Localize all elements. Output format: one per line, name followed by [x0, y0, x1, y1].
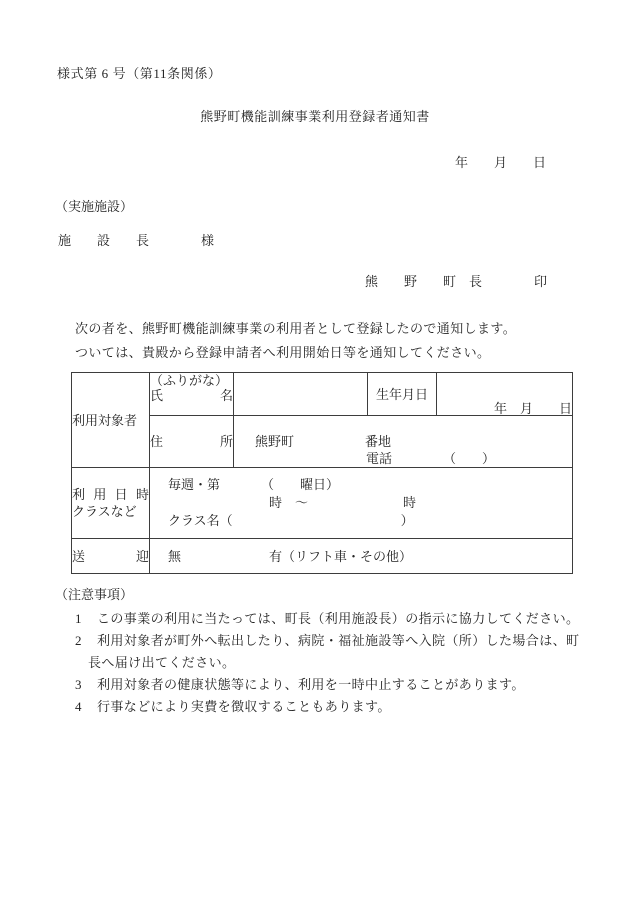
- note-item-2: [75, 630, 588, 674]
- note-text-3: 利用対象者の健康状態等により、利用を一時中止することがあります。: [97, 677, 525, 692]
- schedule-value-cell: [150, 468, 573, 539]
- form-number: 様式第 6 号（第11条関係）: [57, 66, 222, 81]
- user-category-cell: [72, 373, 150, 468]
- note-text-1: この事業の利用に当たっては、町長（利用施設長）の指示に協力してください。: [97, 611, 580, 626]
- schedule-line-2: [150, 494, 572, 512]
- note-text-2: 利用対象者が町外へ転出したり、病院・福祉施設等へ入院（所）した場合は、町長へ届け出てください。: [88, 633, 580, 670]
- birthdate-value: 年 月 日: [437, 373, 573, 416]
- name-label-cell: [150, 373, 234, 416]
- mayor-seal-line: 熊 野 町 長 印: [365, 274, 548, 289]
- note-number-1: 1: [75, 611, 82, 626]
- name-label: 氏 名: [150, 388, 233, 403]
- note-item-4: [75, 696, 588, 718]
- user-category-label: 利用対象者: [72, 412, 138, 428]
- schedule-line-3: [150, 512, 572, 530]
- address-town: 熊野町: [255, 434, 295, 449]
- note-item-3: [75, 674, 588, 696]
- schedule-line-1: [150, 476, 572, 494]
- address-line-2: [234, 450, 572, 467]
- time-from-label: 時 ～: [269, 495, 309, 510]
- addressee-line: 施 設 長 様: [58, 233, 215, 248]
- address-value-cell: [234, 416, 573, 468]
- name-value-cell: [234, 373, 368, 416]
- transport-available-option: 有（リフト車・その他）: [269, 548, 413, 564]
- note-number-4: 4: [75, 699, 82, 714]
- note-text-4: 行事などにより実費を徴収することもあります。: [97, 699, 391, 714]
- address-line-1: [234, 433, 572, 450]
- transport-label-cell: [72, 539, 150, 574]
- address-label-cell: [150, 416, 234, 468]
- weekday-parens: （ 曜日）: [261, 477, 340, 492]
- document-title: 熊野町機能訓練事業利用登録者通知書: [200, 109, 430, 124]
- schedule-label-line2: クラスなど: [72, 504, 137, 519]
- furigana-label: （ふりがな）: [150, 373, 229, 388]
- transport-value-cell: [150, 539, 573, 574]
- time-to-label: 時: [403, 495, 417, 510]
- class-name-close: ）: [400, 513, 414, 528]
- intro-line-1: 次の者を、熊野町機能訓練事業の利用者として登録したので通知します。: [75, 321, 517, 336]
- note-item-1: [75, 608, 588, 630]
- facility-label: （実施施設）: [55, 199, 134, 214]
- note-number-2: 2: [75, 633, 82, 648]
- note-number-3: 3: [75, 677, 82, 692]
- schedule-label-cell: [72, 468, 150, 539]
- intro-paragraph: [75, 317, 516, 365]
- notes-header: （注意事項）: [55, 587, 134, 602]
- telephone-label: 電話: [366, 451, 393, 466]
- transport-label: 送 迎: [72, 548, 149, 564]
- address-banchi-label: 番地: [365, 434, 392, 449]
- intro-line-2: ついては、貴殿から登録申請者へ利用開始日等を通知してください。: [75, 345, 491, 360]
- transport-none-option: 無: [168, 548, 182, 564]
- address-label: 住 所: [150, 434, 233, 449]
- date-line: 年 月 日: [455, 155, 547, 170]
- telephone-parens: （ ）: [443, 451, 496, 466]
- birthdate-label: 生年月日: [368, 373, 437, 416]
- weekly-ordinal-label: 毎週・第: [168, 477, 221, 492]
- registration-table: [71, 372, 573, 574]
- class-name-open: クラス名（: [168, 513, 233, 528]
- schedule-label-line1: 利用日時: [72, 487, 149, 502]
